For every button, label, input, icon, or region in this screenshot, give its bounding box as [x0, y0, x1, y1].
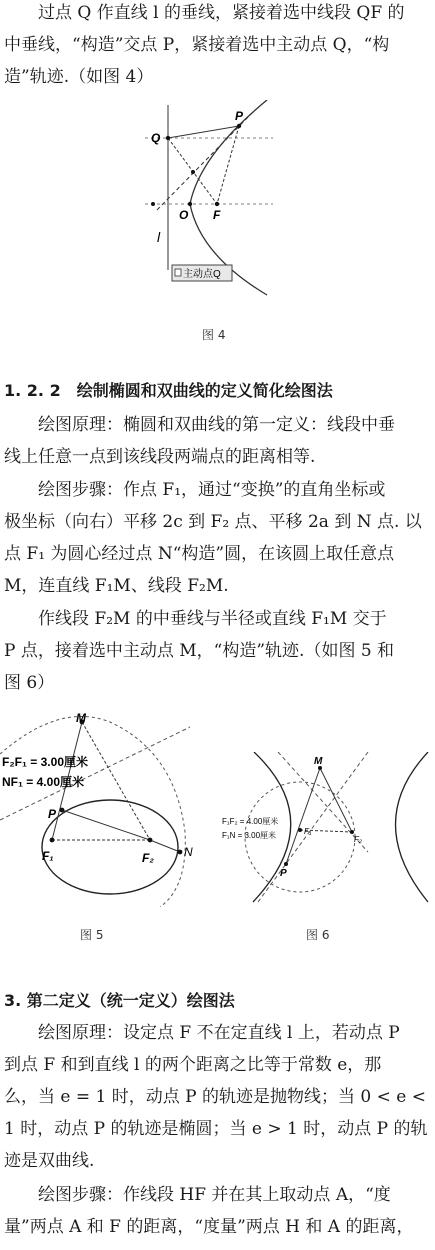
label-m: M	[76, 712, 86, 725]
label-p: P	[280, 868, 287, 879]
text-line: 图 6）	[4, 673, 55, 693]
measure-nf1: NF₁ = 4.00厘米	[2, 775, 84, 789]
section-heading: 3. 第二定义（统一定义）绘图法	[4, 991, 235, 1010]
section-heading: 1. 2. 2 绘制椭圆和双曲线的定义简化绘图法	[4, 381, 333, 400]
text-line: 量”两点 A 和 F 的距离，“度量”两点 H 和 A 的距离，	[4, 1217, 414, 1237]
text-line: 1 时，动点 P 的轨迹是椭圆；当 e > 1 时，动点 P 的轨	[4, 1119, 428, 1139]
text-line: 极坐标（向右）平移 2c 到 F₂ 点、平移 2a 到 N 点. 以	[4, 512, 422, 532]
label-p: P	[48, 807, 57, 821]
text-line: 过点 Q 作直线 l 的垂线，紧接着选中线段 QF 的	[38, 3, 405, 23]
label-f2: F₂	[354, 835, 362, 844]
text-line: 中垂线，“构造”交点 P，紧接着选中主动点 Q，“构	[4, 35, 390, 55]
measure-f1n: F₁N = 3.00厘米	[222, 831, 277, 840]
label-f2: F₂	[142, 851, 154, 865]
text-line: 点 F₁ 为圆心经过点 N“构造”圆，在该圆上取任意点	[4, 544, 395, 564]
text-line: 线上任意一点到该线段两端点的距离相等.	[4, 447, 316, 467]
label-o: O	[179, 208, 189, 222]
text-line: M，连直线 F₁M、线段 F₂M.	[4, 576, 229, 596]
label-p: P	[235, 109, 244, 123]
animate-button-label: 主动点Q	[183, 269, 221, 280]
text-line: 作线段 F₂M 的中垂线与半径或直线 F₁M 交于	[38, 609, 387, 629]
text-line: P 点，接着选中主动点 M，“构造”轨迹.（如图 5 和	[4, 641, 395, 661]
figure-6-caption: 图 6	[306, 928, 330, 942]
label-f1: F₁	[304, 827, 312, 836]
figure-5-ellipse	[0, 712, 210, 907]
label-n: N	[184, 845, 193, 859]
text-line: 么，当 e = 1 时，动点 P 的轨迹是抛物线；当 0 < e <	[4, 1087, 426, 1107]
text-line: 绘图原理：椭圆和双曲线的第一定义：线段中垂	[38, 415, 395, 435]
text-line: 绘图步骤：作点 F₁，通过“变换”的直角坐标或	[38, 480, 386, 500]
text-line: 造”轨迹.（如图 4）	[4, 67, 154, 87]
label-m: M	[314, 756, 323, 767]
text-line: 绘图原理：设定点 F 不在定直线 l 上，若动点 P	[38, 1023, 400, 1043]
figure-4-parabola	[145, 100, 275, 300]
measure-f2f1: F₂F₁ = 3.00厘米	[2, 755, 88, 769]
text-line: 到点 F 和到直线 l 的两个距离之比等于常数 e，那	[4, 1055, 382, 1075]
label-q: Q	[151, 131, 161, 145]
figure-6-hyperbola	[218, 752, 433, 907]
text-line: 绘图步骤：作线段 HF 并在其上取动点 A，“度	[38, 1185, 391, 1205]
figure-4-caption: 图 4	[202, 328, 226, 342]
text-line: 迹是双曲线.	[4, 1151, 95, 1171]
label-f1: F₁	[42, 849, 54, 863]
label-l: l	[157, 229, 161, 245]
measure-f1f2: F₁F₂ = 4.00厘米	[222, 817, 279, 826]
figure-5-caption: 图 5	[80, 928, 104, 942]
label-f: F	[213, 208, 221, 222]
